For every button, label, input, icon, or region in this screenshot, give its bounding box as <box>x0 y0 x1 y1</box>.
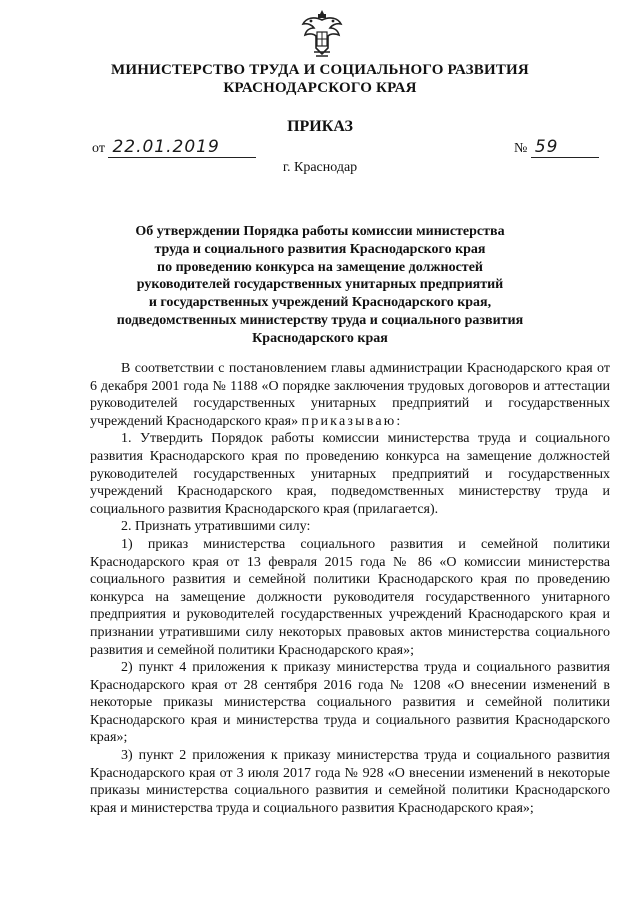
preamble-text: В соответствии с постановлением главы администрации Краснодарского края от 6 декабря 2001 года № 1188 «О порядке заключения трудовых договоров и аттестации руководителей государственных унитарных предприятий и государственных учреждений Краснодарского края» <box>90 361 610 429</box>
subject-line: и государственных учреждений Краснодарского края, <box>148 295 492 311</box>
ministry-name-line1: МИНИСТЕРСТВО ТРУДА И СОЦИАЛЬНОГО РАЗВИТИЯ <box>111 62 529 78</box>
order-word: приказываю: <box>301 413 403 429</box>
subject-line: по проведению конкурса на замещение должностей <box>157 259 483 275</box>
date-prefix: от <box>92 141 105 156</box>
ministry-name-line2: КРАСНОДАРСКОГО КРАЯ <box>223 80 417 96</box>
date-line <box>92 137 256 158</box>
body-paragraph: 1) приказ министерства социального развития и семейной политики Краснодарского края от 13 февраля 2015 года № 86 «О комиссии министерства социального развития и семейной политики Краснодарского края по проведению конкурса на замещение должности руководителя государственного унитарного предприятия и руководителей государственных учреждений Краснодарского края и признании утратившими силу некоторых правовых актов министерства социального развития и семейной политики Краснодарского края»; <box>90 536 610 658</box>
body-paragraph: 2) пункт 4 приложения к приказу министерства труда и социального развития Краснодарского края от 28 сентября 2016 года № 1208 «О внесении изменений в некоторые приказы министерства социального развития и семейной политики Краснодарского края и министерства труда и социального развития Краснодарского края»; <box>90 660 610 746</box>
number-prefix: № <box>514 141 528 156</box>
number-line <box>514 137 599 158</box>
coat-of-arms-emblem <box>300 8 344 60</box>
city-name: г. Краснодар <box>282 160 358 175</box>
document-subject <box>100 223 540 348</box>
subject-line: Краснодарского края <box>252 330 388 346</box>
subject-line: подведомственных министерству труда и социального развития <box>116 312 524 328</box>
subject-line: Об утверждении Порядка работы комиссии министерства <box>135 224 505 239</box>
number-value: 59 <box>531 137 599 158</box>
body-paragraph: 3) пункт 2 приложения к приказу министерства труда и социального развития Краснодарского края от 3 июля 2017 года № 928 «О внесении изменений в некоторые приказы министерства социального развития и семейной политики Краснодарского края и министерства труда и социального развития Краснодарского края»; <box>90 748 610 816</box>
subject-line: руководителей государственных унитарных предприятий <box>136 277 504 293</box>
preamble-paragraph <box>90 360 610 430</box>
body-paragraph: 1. Утвердить Порядок работы комиссии министерства труда и социального развития Краснодарского края по проведению конкурса на замещение должностей руководителей государственных унитарных предприятий и государственных учреждений Краснодарского края, подведомственных министерству труда и социального развития Краснодарского края (прилагается). <box>90 431 610 517</box>
date-value: 22.01.2019 <box>108 137 256 158</box>
body-paragraph: 2. Признать утратившими силу: <box>121 519 311 535</box>
subject-line: труда и социального развития Краснодарского края <box>154 241 486 257</box>
document-body <box>90 360 610 817</box>
document-type: ПРИКАЗ <box>287 118 353 135</box>
